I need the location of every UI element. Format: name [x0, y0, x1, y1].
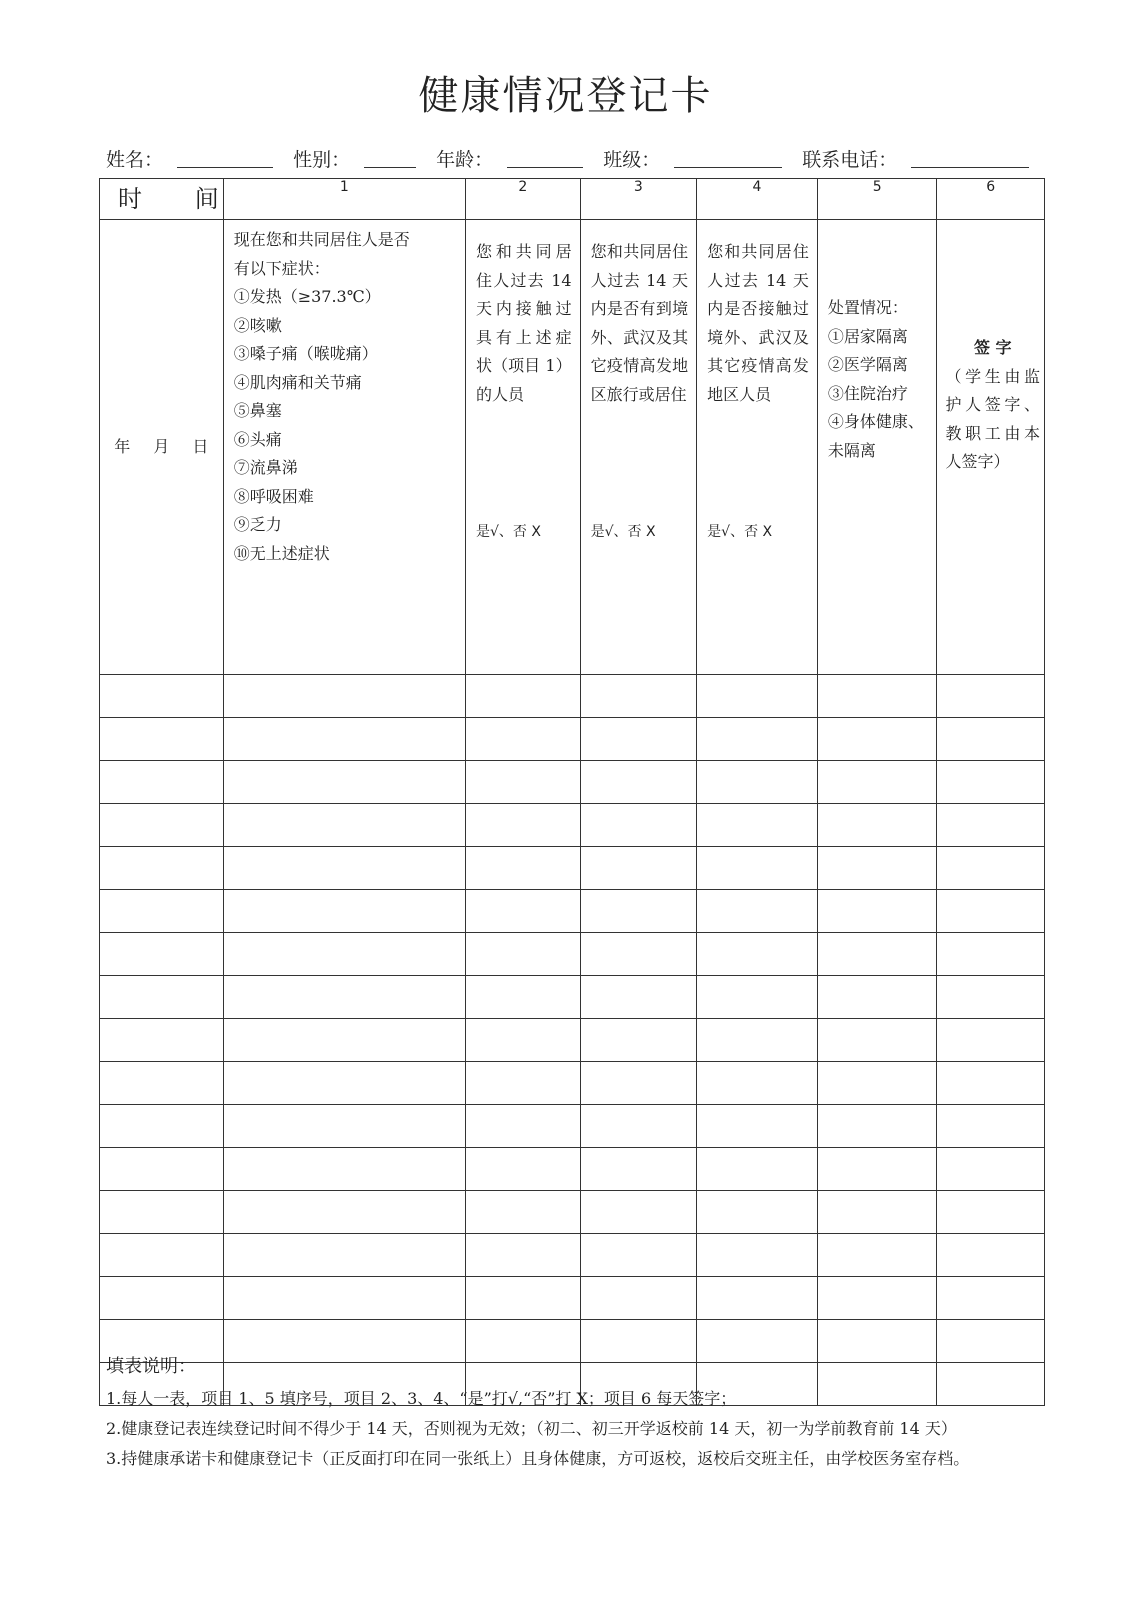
instructions [106, 1352, 1056, 1474]
entry-cell[interactable] [697, 761, 818, 804]
entry-cell[interactable] [817, 1105, 937, 1148]
name-field[interactable] [177, 149, 273, 168]
entry-cell[interactable] [580, 1019, 697, 1062]
entry-cell[interactable] [466, 933, 581, 976]
entry-cell[interactable] [817, 933, 937, 976]
symptom-question [223, 220, 465, 675]
entry-cell[interactable] [580, 1148, 697, 1191]
entry-cell[interactable] [466, 890, 581, 933]
date-cell[interactable] [100, 976, 224, 1019]
entry-cell[interactable] [697, 1062, 818, 1105]
entry-cell[interactable] [697, 890, 818, 933]
symptom-line: ⑨乏力 [233, 515, 282, 534]
entry-cell[interactable] [466, 847, 581, 890]
date-cell[interactable] [100, 675, 224, 718]
entry-cell[interactable] [466, 718, 581, 761]
class-label: 班级： [603, 149, 661, 171]
entry-cell[interactable] [817, 1277, 937, 1320]
gender-field[interactable] [364, 149, 416, 168]
entry-cell[interactable] [937, 718, 1045, 761]
entry-cell[interactable] [223, 976, 465, 1019]
entry-cell[interactable] [817, 890, 937, 933]
entry-cell[interactable] [223, 1019, 465, 1062]
exposure-question [697, 220, 818, 675]
name-label: 姓名： [106, 149, 164, 171]
personal-info-row [106, 146, 1046, 174]
entry-cell[interactable] [697, 1191, 818, 1234]
header-col-2: 2 [466, 179, 581, 220]
entry-cell[interactable] [580, 1105, 697, 1148]
table-row [100, 890, 1045, 933]
entry-cell[interactable] [466, 1105, 581, 1148]
entry-cell[interactable] [697, 1277, 818, 1320]
entry-cell[interactable] [937, 761, 1045, 804]
entry-cell[interactable] [697, 1019, 818, 1062]
phone-label: 联系电话： [802, 149, 898, 171]
entry-cell[interactable] [817, 1234, 937, 1277]
entry-cell[interactable] [697, 1148, 818, 1191]
entry-cell[interactable] [937, 1277, 1045, 1320]
entry-cell[interactable] [937, 1105, 1045, 1148]
entry-cell[interactable] [223, 1148, 465, 1191]
table-row [100, 718, 1045, 761]
table-row [100, 804, 1045, 847]
entry-cell[interactable] [697, 804, 818, 847]
header-col-6: 6 [937, 179, 1045, 220]
entry-cell[interactable] [580, 1191, 697, 1234]
table-row [100, 1277, 1045, 1320]
entry-cell[interactable] [817, 976, 937, 1019]
entry-cell[interactable] [223, 847, 465, 890]
date-cell[interactable] [100, 1105, 224, 1148]
entry-cell[interactable] [580, 1277, 697, 1320]
entry-cell[interactable] [817, 1148, 937, 1191]
entry-cell[interactable] [937, 1062, 1045, 1105]
entry-cell[interactable] [817, 804, 937, 847]
exposure-question-text: 您和共同居住人过去 14 天内是否接触过境外、武汉及其它疫情高发地区人员 [707, 242, 809, 404]
disposition-line: ④身体健康、未隔离 [827, 412, 924, 460]
entry-cell[interactable] [580, 718, 697, 761]
phone-field[interactable] [911, 149, 1029, 168]
date-cell[interactable] [100, 761, 224, 804]
entry-cell[interactable] [937, 675, 1045, 718]
date-cell[interactable] [100, 890, 224, 933]
symptom-line: 现在您和共同居住人是否 [233, 230, 410, 249]
entry-cell[interactable] [223, 1062, 465, 1105]
entry-cell[interactable] [817, 1062, 937, 1105]
date-cell[interactable] [100, 933, 224, 976]
entry-cell[interactable] [580, 1234, 697, 1277]
entry-cell[interactable] [466, 976, 581, 1019]
entry-cell[interactable] [817, 1019, 937, 1062]
entry-cell[interactable] [580, 933, 697, 976]
table-row [100, 761, 1045, 804]
entry-cell[interactable] [466, 1062, 581, 1105]
disposition-line: ①居家隔离 [827, 326, 908, 346]
date-cell[interactable] [100, 1062, 224, 1105]
disposition-line: ②医学隔离 [827, 355, 908, 374]
table-row [100, 976, 1045, 1019]
table-row [100, 1234, 1045, 1277]
entry-cell[interactable] [817, 1191, 937, 1234]
symptom-line: ③嗓子痛（喉咙痛） [233, 344, 378, 363]
entry-cell[interactable] [580, 761, 697, 804]
gender-label: 性别： [293, 149, 351, 171]
entry-cell[interactable] [580, 890, 697, 933]
entry-cell[interactable] [937, 1019, 1045, 1062]
table-row [100, 1105, 1045, 1148]
symptom-line: ⑤鼻塞 [233, 401, 282, 420]
entry-cell[interactable] [223, 933, 465, 976]
entry-rows [100, 675, 1045, 1406]
entry-cell[interactable] [817, 718, 937, 761]
symptom-line: ④肌肉痛和关节痛 [233, 372, 362, 392]
signature-note: （学生由监护人签字、教职工由本人签字） [945, 366, 1040, 471]
header-col-4: 4 [697, 179, 818, 220]
page-title: 健康情况登记卡 [418, 73, 713, 119]
entry-cell[interactable] [466, 1191, 581, 1234]
contact-question [466, 220, 581, 675]
entry-cell[interactable] [937, 1234, 1045, 1277]
age-field[interactable] [507, 149, 583, 168]
table-row [100, 675, 1045, 718]
instructions-heading: 填表说明： [106, 1356, 196, 1377]
signature-label: 签 字 [973, 338, 1012, 357]
entry-cell[interactable] [697, 1105, 818, 1148]
table-row [100, 933, 1045, 976]
answer-hint: 是√、否 X [590, 524, 656, 540]
entry-cell[interactable] [466, 1019, 581, 1062]
date-cell[interactable] [100, 1019, 224, 1062]
entry-cell[interactable] [697, 1234, 818, 1277]
symptom-line: ①发热（≥37.3℃） [233, 287, 381, 306]
entry-cell[interactable] [466, 804, 581, 847]
entry-cell[interactable] [580, 804, 697, 847]
entry-cell[interactable] [223, 1191, 465, 1234]
table-row [100, 1019, 1045, 1062]
header-col-5: 5 [817, 179, 937, 220]
entry-cell[interactable] [223, 1277, 465, 1320]
table-header-row [100, 179, 1045, 220]
entry-cell[interactable] [817, 761, 937, 804]
entry-cell[interactable] [937, 890, 1045, 933]
entry-cell[interactable] [466, 1148, 581, 1191]
entry-cell[interactable] [223, 718, 465, 761]
header-time [100, 179, 224, 220]
entry-cell[interactable] [697, 976, 818, 1019]
entry-cell[interactable] [223, 1105, 465, 1148]
date-label: 年 月 日 [100, 220, 224, 675]
instruction-line: 3.持健康承诺卡和健康登记卡（正反面打印在同一张纸上）且身体健康，方可返校，返校后交班主任，由学校医务室存档。 [106, 1449, 970, 1468]
travel-question [580, 220, 697, 675]
date-cell[interactable] [100, 1277, 224, 1320]
entry-cell[interactable] [697, 847, 818, 890]
disposition-line: ③住院治疗 [827, 383, 908, 403]
date-cell[interactable] [100, 1191, 224, 1234]
entry-cell[interactable] [937, 1148, 1045, 1191]
header-time-b: 间 [194, 185, 219, 213]
disposition-question [817, 220, 937, 675]
symptom-line: ⑩无上述症状 [233, 543, 330, 563]
entry-cell[interactable] [580, 976, 697, 1019]
entry-cell[interactable] [223, 890, 465, 933]
entry-cell[interactable] [466, 675, 581, 718]
entry-cell[interactable] [697, 933, 818, 976]
registration-table [99, 178, 1045, 1406]
table-row [100, 1062, 1045, 1105]
symptom-line: ⑥头痛 [233, 429, 282, 449]
answer-hint: 是√、否 X [707, 524, 773, 540]
symptom-line: 有以下症状： [233, 258, 330, 278]
date-cell[interactable] [100, 804, 224, 847]
disposition-line: 处置情况： [827, 298, 908, 317]
entry-cell[interactable] [223, 675, 465, 718]
symptom-line: ②咳嗽 [233, 315, 282, 335]
table-row [100, 847, 1045, 890]
entry-cell[interactable] [697, 675, 818, 718]
instruction-line: 1.每人一表，项目 1、5 填序号，项目 2、3、4、“是”打√,“否”打 X；项目 6 每天签字； [106, 1389, 737, 1408]
entry-cell[interactable] [580, 1062, 697, 1105]
symptom-line: ⑦流鼻涕 [233, 458, 298, 477]
entry-cell[interactable] [697, 718, 818, 761]
entry-cell[interactable] [466, 1234, 581, 1277]
date-cell[interactable] [100, 1148, 224, 1191]
header-col-3: 3 [580, 179, 697, 220]
entry-cell[interactable] [223, 761, 465, 804]
age-label: 年龄： [436, 149, 494, 171]
entry-cell[interactable] [937, 933, 1045, 976]
table-row [100, 1191, 1045, 1234]
entry-cell[interactable] [223, 1234, 465, 1277]
entry-cell[interactable] [466, 1277, 581, 1320]
entry-cell[interactable] [817, 847, 937, 890]
contact-question-text: 您和共同居住人过去 14 天内接触过具有上述症状（项目 1）的人员 [476, 242, 572, 404]
entry-cell[interactable] [937, 804, 1045, 847]
entry-cell[interactable] [580, 675, 697, 718]
question-row [100, 220, 1045, 675]
entry-cell[interactable] [580, 847, 697, 890]
header-col-1: 1 [223, 179, 465, 220]
signature-header [937, 220, 1045, 675]
table-row [100, 1148, 1045, 1191]
entry-cell[interactable] [817, 675, 937, 718]
entry-cell[interactable] [937, 976, 1045, 1019]
answer-hint: 是√、否 X [476, 524, 541, 540]
travel-question-text: 您和共同居住人过去 14 天内是否有到境外、武汉及其它疫情高发地区旅行或居住 [590, 242, 689, 404]
entry-cell[interactable] [223, 804, 465, 847]
date-cell[interactable] [100, 718, 224, 761]
entry-cell[interactable] [937, 847, 1045, 890]
header-time-a: 时 [118, 185, 142, 213]
symptom-line: ⑧呼吸困难 [233, 486, 314, 506]
date-cell[interactable] [100, 1234, 224, 1277]
date-cell[interactable] [100, 847, 224, 890]
instruction-line: 2.健康登记表连续登记时间不得少于 14 天，否则视为无效；（初二、初三开学返校前 14 天，初一为学前教育前 14 天） [106, 1419, 957, 1438]
class-field[interactable] [674, 149, 782, 168]
entry-cell[interactable] [937, 1191, 1045, 1234]
entry-cell[interactable] [466, 761, 581, 804]
